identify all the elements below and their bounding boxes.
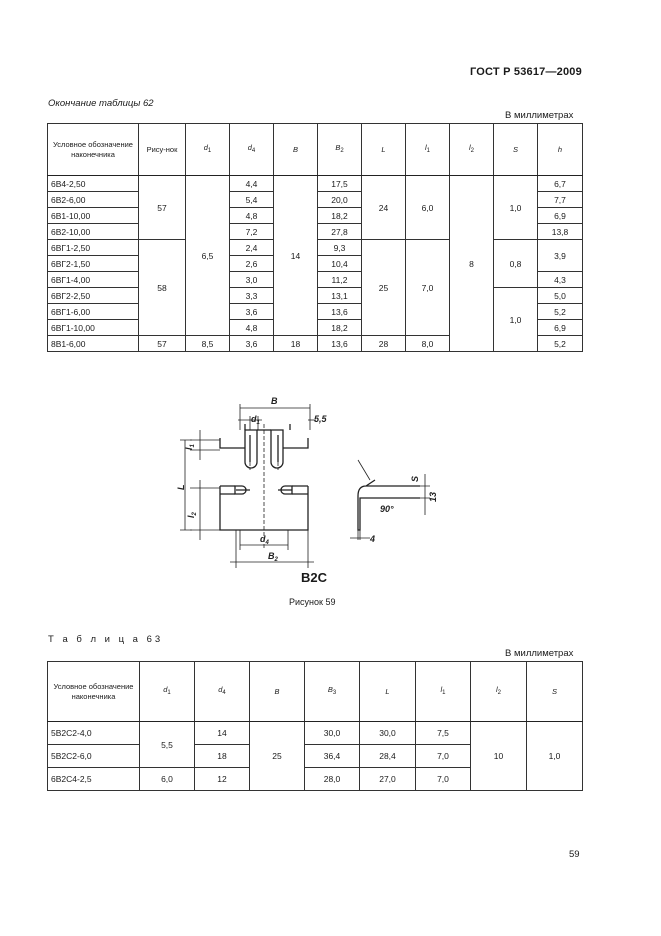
table-cell: 13,6 [318,336,362,352]
figure-caption: Рисунок 59 [289,597,336,607]
table-cell: 6ВГ1-6,00 [48,304,139,320]
header-d1: $d_1$ [140,662,195,722]
table-cell: 3,6 [230,304,274,320]
table-cell: 18 [274,336,318,352]
table-cell: 3,6 [230,336,274,352]
table-cell: 17,5 [318,176,362,192]
figure-59-drawing [176,390,450,590]
table-cell: 6ВГ2-2,50 [48,288,139,304]
table-cell: 13,8 [538,224,583,240]
header-h: h [538,124,583,176]
table-cell: 4,3 [538,272,583,288]
table-cell: 6В2-6,00 [48,192,139,208]
table-cell: 5,0 [538,288,583,304]
header-b2: $B_2$ [318,124,362,176]
header-l2: $l_2$ [471,662,527,722]
header-b: B [250,662,305,722]
table-cell: 58 [139,240,186,336]
table-cell: 13,6 [318,304,362,320]
table-cell: 7,0 [416,745,471,768]
table-cell: 7,0 [406,240,450,336]
table63-units: В миллиметрах [505,648,574,659]
table-cell: 2,4 [230,240,274,256]
fig-label-d1: $d_1$ [251,414,260,426]
table-cell: 57 [139,176,186,240]
table-cell: 6,9 [538,320,583,336]
table-cell: 4,8 [230,208,274,224]
table-63 [47,661,583,791]
table-cell: 7,0 [416,768,471,791]
table-cell: 28,4 [360,745,416,768]
fig-label-13: 13 [428,491,438,502]
header-l2: $l_2$ [450,124,494,176]
table-cell: 28,0 [305,768,360,791]
fig-label-b: B [271,396,278,406]
table-cell: 25 [362,240,406,336]
table-cell: 3,3 [230,288,274,304]
header-d1: $d_1$ [186,124,230,176]
fig-label-l: L [176,484,186,490]
table-62 [47,123,583,352]
table-cell: 10,4 [318,256,362,272]
table-cell: 5В2С2-6,0 [48,745,140,768]
table-cell: 6В2-10,00 [48,224,139,240]
table-cell: 6,5 [186,176,230,336]
table-cell: 3,0 [230,272,274,288]
table-cell: 6ВГ2-1,50 [48,256,139,272]
header-figure: Рису-нок [139,124,186,176]
figure-title: В2С [301,570,328,585]
table-cell: 8 [450,176,494,352]
table-cell: 9,3 [318,240,362,256]
table-cell: 6ВГ1-2,50 [48,240,139,256]
table-cell: 6В2С4-2,5 [48,768,140,791]
fig-label-s: S [410,475,420,482]
header-s: S [527,662,583,722]
table-cell: 5,2 [538,336,583,352]
header-s: S [494,124,538,176]
fig-label-4: 4 [370,534,376,544]
table-cell: 5,2 [538,304,583,320]
table-cell: 4,8 [230,320,274,336]
fig-label-b2: $B_2$ [268,551,278,563]
table-cell: 24 [362,176,406,240]
page-number: 59 [569,849,580,860]
table-cell: 14 [274,176,318,336]
fig-label-l1: $l_1$ [184,444,196,450]
table-cell: 8В1-6,00 [48,336,139,352]
table63-caption: Т а б л и ц а 63 [48,634,164,645]
header-d4: $d_4$ [230,124,274,176]
table-cell: 8,5 [186,336,230,352]
table-cell: 6ВГ1-4,00 [48,272,139,288]
header-b3: $B_3$ [305,662,360,722]
table-cell: 27,8 [318,224,362,240]
table-cell: 18,2 [318,208,362,224]
header-l: L [362,124,406,176]
table-cell: 3,9 [538,240,583,272]
table-cell: 4,4 [230,176,274,192]
table-cell: 25 [250,722,305,791]
table-cell: 6,9 [538,208,583,224]
header-l: L [360,662,416,722]
header-d4: $d_4$ [195,662,250,722]
table-cell: 18,2 [318,320,362,336]
table-cell: 6,0 [406,176,450,240]
table-cell: 20,0 [318,192,362,208]
table-cell: 12 [195,768,250,791]
table-cell: 27,0 [360,768,416,791]
header-designation: Условное обозначение наконечника [48,124,139,176]
fig-label-d4: $d_4$ [260,534,269,546]
table-cell: 6В1-10,00 [48,208,139,224]
table-cell: 7,2 [230,224,274,240]
table-cell: 14 [195,722,250,745]
table-cell: 6,0 [140,768,195,791]
table62-caption: Окончание таблицы 62 [48,98,154,109]
table-cell: 6ВГ1-10,00 [48,320,139,336]
header-designation: Условное обозначение наконечника [48,662,140,722]
table-cell: 5В2С2-4,0 [48,722,140,745]
table-cell: 0,8 [494,240,538,288]
table-cell: 1,0 [527,722,583,791]
table-cell: 6В4-2,50 [48,176,139,192]
table-cell: 30,0 [360,722,416,745]
table-cell: 11,2 [318,272,362,288]
table-cell: 10 [471,722,527,791]
table-cell: 28 [362,336,406,352]
standard-header: ГОСТ Р 53617—2009 [470,66,582,78]
table-cell: 6,7 [538,176,583,192]
header-l1: $l_1$ [416,662,471,722]
table-cell: 1,0 [494,288,538,352]
table-cell: 5,4 [230,192,274,208]
table-cell: 36,4 [305,745,360,768]
table-cell: 5,5 [140,722,195,768]
fig-label-55: 5,5 [314,414,327,424]
header-l1: $l_1$ [406,124,450,176]
table-cell: 57 [139,336,186,352]
table-cell: 13,1 [318,288,362,304]
table-cell: 8,0 [406,336,450,352]
table-cell: 18 [195,745,250,768]
table-cell: 2,6 [230,256,274,272]
table-cell: 7,7 [538,192,583,208]
table-cell: 30,0 [305,722,360,745]
table62-units: В миллиметрах [505,110,574,121]
table-cell: 1,0 [494,176,538,240]
fig-label-l2: $l_2$ [186,512,198,518]
table-cell: 7,5 [416,722,471,745]
fig-label-90: 90° [380,504,394,514]
header-b: B [274,124,318,176]
